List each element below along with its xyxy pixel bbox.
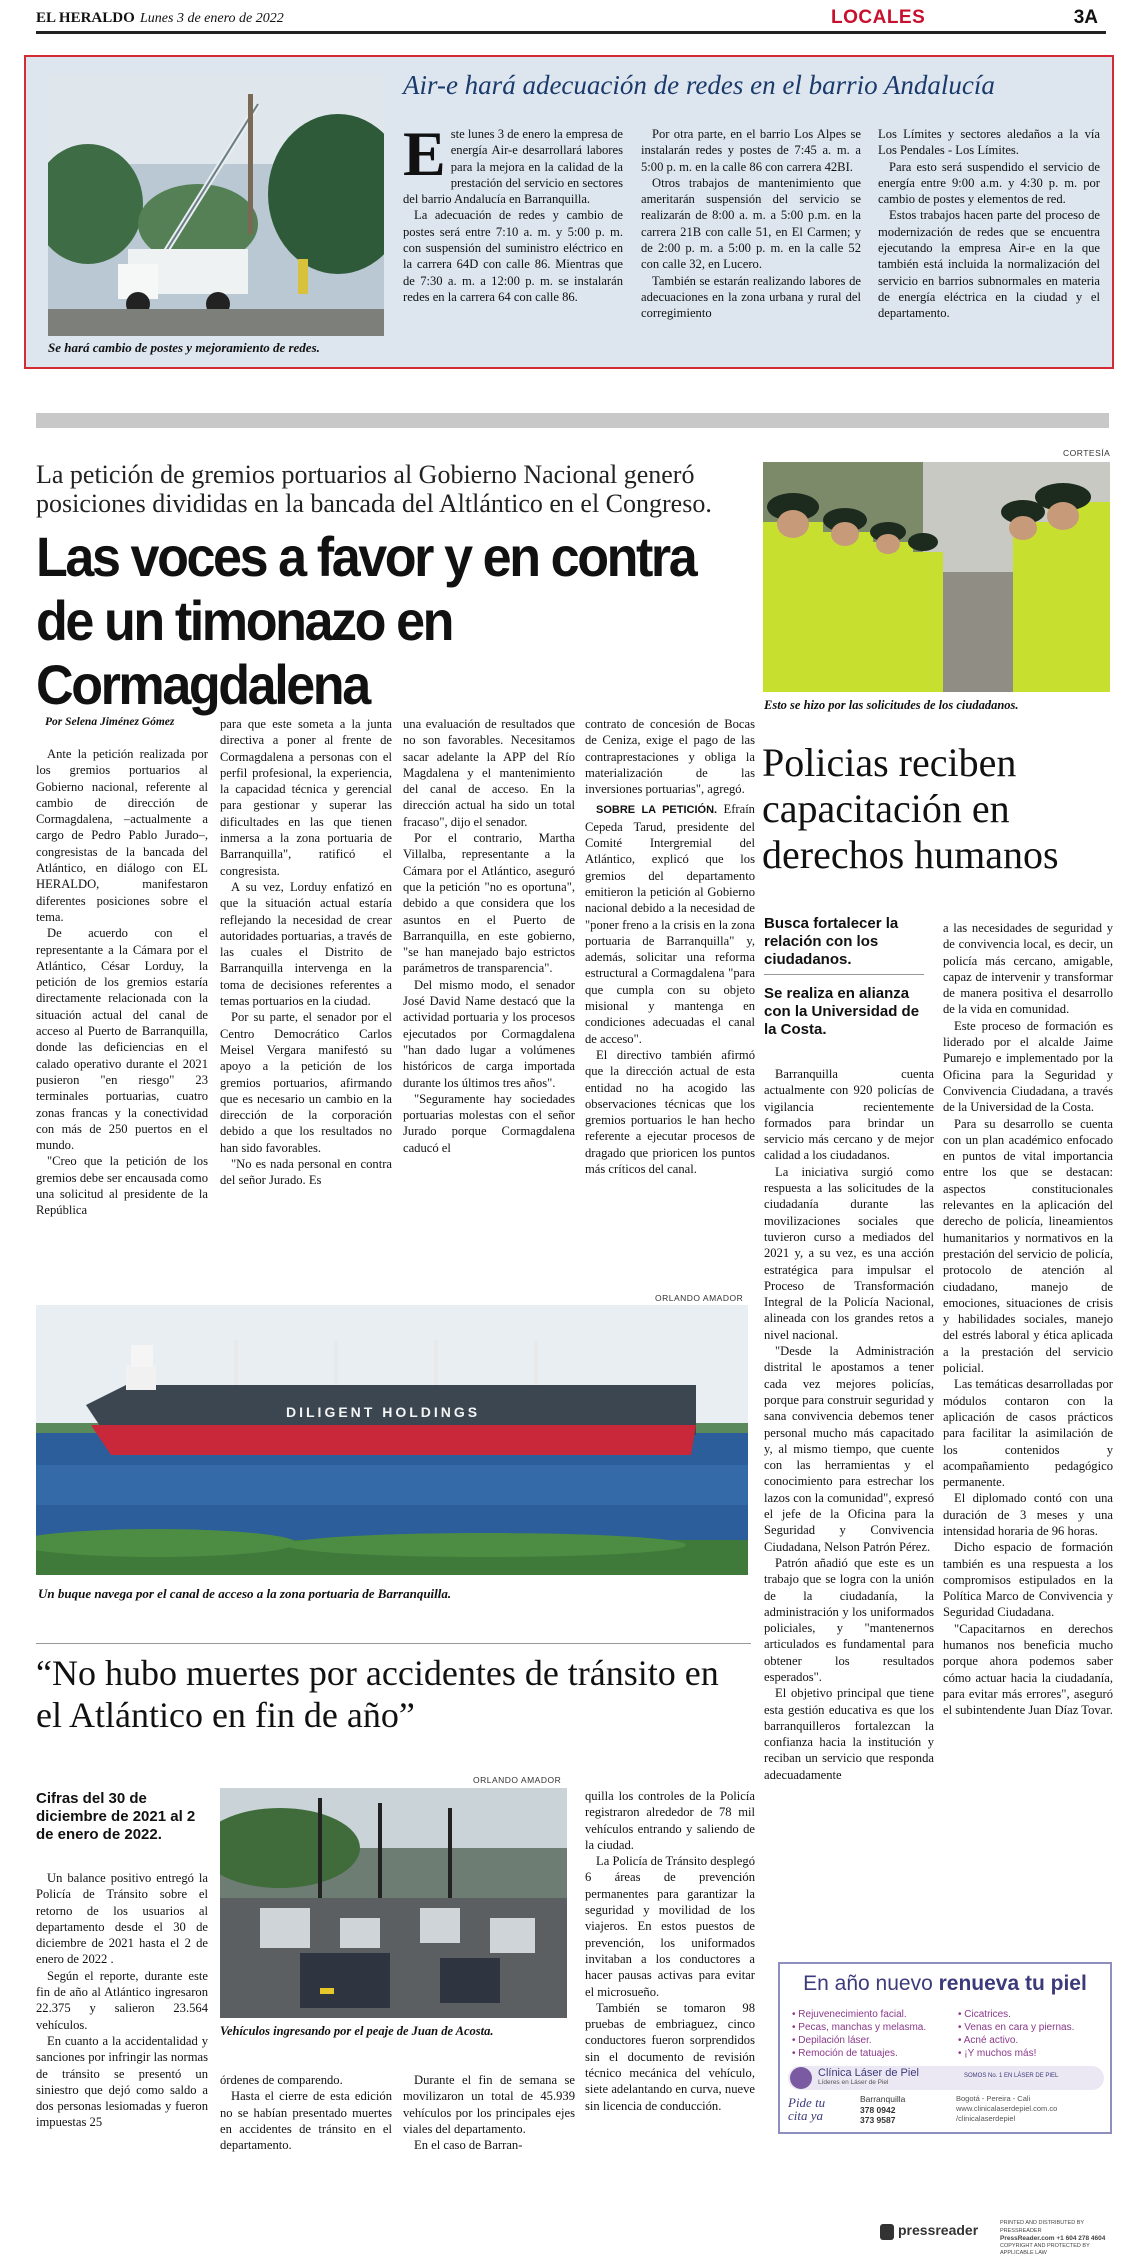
paragraph: Efraín Cepeda Tarud, presidente del Comité Intergremial del Atlántico, explicó que los gremios del departamento emitieron la petición al Gobierno nacional debido a la necesidad de "poner freno a la crisis en la zona portuaria de Barranquilla" y, además, solicitar una reforma estructural a Cormagdalena "para que cumpla con su objeto misional y mantenga en condiciones adecuadas el canal de acceso". xyxy=(585,802,755,1046)
ad-social: /clinicalaserdepiel xyxy=(956,2114,1016,2123)
paragraph: "Creo que la petición de los gremios debe ser encausada como una solicitud al presidente de la República xyxy=(36,1154,208,1218)
police-photo-credit: CORTESÍA xyxy=(1063,448,1111,458)
paragraph: El objetivo principal que tiene esta gestión educativa es que los barranquilleros fortalezcan la confianza hacia la institución y reciban un servicio que responda adecuadamente xyxy=(764,1686,934,1782)
ad-item: • Pecas, manchas y melasma. xyxy=(792,2022,927,2033)
paragraph: Barranquilla cuenta actualmente con 920 policías de vigilancia recientemente formados para brindar un servicio más cercano y de mejor calidad a los ciudadanos. xyxy=(764,1067,934,1163)
air-e-col-2 xyxy=(641,126,861,360)
paragraph: Del mismo modo, el senador José David Name destacó que la actividad portuaria y los procesos ejecutados por Cormagdalena "han dado lugar a volúmenes históricos de carga importada durante los últimos tres años". xyxy=(403,977,575,1090)
laser-ad xyxy=(778,1962,1112,2134)
paragraph: ste lunes 3 de enero la empresa de energía Air-e desarrollará labores para la mejora en la calidad de la prestación del servicio en sectores del barrio Andalucía en Barranquilla. xyxy=(403,127,623,207)
ad-cta-line: cita ya xyxy=(788,2108,824,2123)
paper-name: EL HERALDO xyxy=(36,10,135,26)
paragraph: El directivo también afirmó que la dirección actual de esta entidad no ha acogido las observaciones técnicas que los gremios portuarios le han hecho referente a ejecutar procesos de dragado que prioricen los puntos más críticos del canal. xyxy=(585,1047,755,1177)
paragraph: En cuanto a la accidentalidad y sanciones por infringir las normas de tránsito se presentó un siniestro que dejó como saldo a dos personas lesiomadas y fueron impuestas 25 xyxy=(36,2033,208,2130)
paragraph: La adecuación de redes y cambio de postes será entre 7:10 a. m. y 5:00 p. m. con suspensión del suministro eléctrico en la carrera 64D con calle 86. Mientras que de 7:30 a. m. a 12:00 p. m. se instalarán redes en la carrera 64 con calle 86. xyxy=(403,208,623,304)
police-col-2 xyxy=(943,920,1113,1960)
paragraph: También se estarán realizando labores de adecuaciones en la zona urbana y rural del corregimiento xyxy=(641,273,861,321)
paragraph: una evaluación de resultados que no son favorables. Necesitamos sacar adelante la APP del Río Magdalena y el mantenimiento del canal de acceso. En la dirección actual ha sido un total fracaso", dijo el senador. xyxy=(403,717,575,829)
paragraph: "Seguramente hay sociedades portuarias molestas con el señor Jurado porque Cormagdalena caducó el xyxy=(403,1091,575,1155)
paragraph: Las temáticas desarrolladas por módulos contaron con la aplicación de casos prácticos para facilitar la asimilación de los contenidos y acompañamiento pedagógico permanente. xyxy=(943,1377,1113,1490)
cormag-title: Las voces a favor y en contra de un timonazo en Cormagdalena xyxy=(36,525,696,716)
cormag-col-2 xyxy=(220,716,392,1291)
pressreader-footer xyxy=(880,2218,1112,2256)
legal-line: PressReader.com +1 604 278 4604 xyxy=(1000,2235,1106,2242)
paragraph: El diplomado contó con una duración de 3 meses y una intensidad horaria de 96 horas. xyxy=(943,1491,1113,1538)
paragraph: Dicho espacio de formación también es una respuesta a los compromisos estipulados en la Política Marco de Convivencia y Seguridad Ciudadana. xyxy=(943,1540,1113,1620)
paper-date: Lunes 3 de enero de 2022 xyxy=(140,11,284,26)
cormag-col-3 xyxy=(403,716,575,1291)
paragraph: Por su parte, el senador por el Centro Democrático Carlos Meisel Vergara manifestó su apoyo a la petición de los gremios portuarios, afirmando que es necesario un cambio en la dirección de la corporación debido a que los resultados no han sido favorables. xyxy=(220,1010,392,1155)
ship-photo-credit: ORLANDO AMADOR xyxy=(655,1293,744,1303)
traffic-caption: Vehículos ingresando por el peaje de Juan de Acosta. xyxy=(220,2024,494,2038)
paragraph: órdenes de comparendo. xyxy=(220,2073,343,2087)
transit-col-3 xyxy=(403,2072,575,2190)
ad-brand-bar xyxy=(788,2066,1104,2090)
ad-item: • ¡Y muchos más! xyxy=(958,2048,1037,2059)
paragraph: La iniciativa surgió como respuesta a las solicitudes de la ciudadanía durante las movilizaciones sociales que tuvieron curso a mediados del 2021 y, a su vez, es una acción estratégica para impulsar el Proceso de Transformación Integral de la Policía Nacional, alineada con los grandes retos a nivel nacional. xyxy=(764,1164,934,1342)
paragraph: Según el reporte, durante este fin de año al Atlántico ingresaron 22.375 y salieron 23.564 vehículos. xyxy=(36,1968,208,2032)
paragraph: a las necesidades de seguridad y de convivencia local, es decir, un policía más cercano, amigable, capaz de intervenir y transformar de manera positiva el desarrollo de la vida en comunidad. xyxy=(943,921,1113,1017)
paragraph: Hasta el cierre de esta edición no se habían presentado muertes en accidentes de tránsito en el departamento. xyxy=(220,2089,392,2153)
paragraph: Otros trabajos de mantenimiento que ameritarán suspensión del servicio se realizarán de 8:00 a. m. a 5:00 p.m. en la carrera 21B con calle 51, en El Carmen; y de 2:00 p. m. a 5:00 p. m. en la calle 52 con calle 32, en Lucero. xyxy=(641,175,861,272)
paragraph: Durante el fin de semana se movilizaron un total de 45.939 vehículos por los principales ejes viales del departamento. xyxy=(403,2073,575,2136)
paragraph: También se tomaron 98 pruebas de embriaguez, cinco conductores fueron sorprendidos sin el documento de revisión técnico mecánica del vehículo, siete adelantando en curva, nueve sin licencia de conducción. xyxy=(585,2000,755,2113)
page-header xyxy=(36,6,1106,34)
paragraph: A su vez, Lorduy enfatizó en que la situación actual estaría reflejando la necesidad de crear autoridades portuarias, a través de las cuales el Distrito de Barranquilla intervenga en la toma de decisiones referentes a temas portuarios en la ciudad. xyxy=(220,879,392,1009)
transit-col-1 xyxy=(36,1870,208,2190)
transit-title-rule xyxy=(36,1643,751,1644)
transit-title: “No hubo muertes por accidentes de tránsito en el Atlántico en fin de año” xyxy=(36,1653,719,1735)
ad-headline-a: En año nuevo xyxy=(803,1972,939,1995)
paragraph: En el caso de Barran- xyxy=(414,2138,523,2153)
ad-logo-icon xyxy=(790,2067,812,2089)
air-e-dropcap: E xyxy=(403,126,446,189)
section-name: LOCALES xyxy=(831,7,926,28)
page-number: 3A xyxy=(1073,7,1098,28)
transit-col-4 xyxy=(585,1788,755,2208)
ad-list-left xyxy=(792,2008,962,2060)
ad-item: • Cicatrices. xyxy=(958,2009,1011,2020)
legal-line: COPYRIGHT AND PROTECTED BY APPLICABLE LAW xyxy=(1000,2242,1090,2256)
ad-item: • Rejuvenecimiento facial. xyxy=(792,2009,907,2020)
air-e-caption: Se hará cambio de postes y mejoramiento de redes. xyxy=(48,340,320,355)
paragraph: "Capacitarnos en derechos humanos nos beneficia mucho porque ahora podemos saber cómo actuar hacia la ciudadanía, para evitar más errores", aseguró el subintendente Juan Díaz Tovar. xyxy=(943,1621,1113,1718)
transit-col-2 xyxy=(220,2072,392,2190)
cormag-byline: Por Selena Jiménez Gómez xyxy=(45,716,175,728)
ad-city: Barranquilla xyxy=(860,2094,906,2104)
pressreader-legal xyxy=(1000,2220,1112,2258)
ad-brand-name: Clínica Láser de Piel xyxy=(818,2067,919,2079)
paragraph: Para esto será suspendido el servicio de energía entre 9:00 a.m. y 4:30 p. m. por cambio de postes y elementos de red. xyxy=(878,159,1100,207)
police-subhead-2: Se realiza en alianza con la Universidad de la Costa. xyxy=(764,985,920,1038)
ship-caption: Un buque navega por el canal de acceso a la zona portuaria de Barranquilla. xyxy=(38,1586,452,1601)
ad-cta-line: Pide tu xyxy=(788,2095,826,2110)
ad-headline-b: renueva tu piel xyxy=(938,1972,1087,1995)
traffic-photo xyxy=(220,1788,567,2018)
paragraph: "No es nada personal en contra del señor Jurado. Es xyxy=(220,1157,392,1188)
paragraph: Los Límites y sectores aledaños a la vía Los Pendales - Los Límites. xyxy=(878,127,1100,158)
paragraph: La Policía de Tránsito desplegó 6 áreas de prevención permanentes para garantizar la seguridad y movilidad de los viajeros. En estos puestos de prevención, los uniformados invitaban a los conductores a hacer pausas activas para evitar el microsueño. xyxy=(585,1854,755,1999)
paragraph: quilla los controles de la Policía registraron alrededor de 78 mil vehículos entrando y saliendo de la ciudad. xyxy=(585,1789,755,1852)
air-e-photo xyxy=(48,74,384,336)
ad-phone: 378 0942 xyxy=(860,2104,896,2115)
police-photo xyxy=(763,462,1110,692)
ad-web: www.clinicalaserdepiel.com.co xyxy=(956,2104,1058,2113)
ad-cta xyxy=(788,2096,825,2122)
paragraph: "Desde la Administración distrital le apostamos a tener cada vez mejores policías, porque para construir seguridad y sana convivencia debemos tener personal mucho más capacitado y, al mismo tiempo, que cuente con las herramientas y el conocimiento para estrechar los lazos con la comunidad", expresó el jefe de la Oficina para la Seguridad y Convivencia Ciudadana, Nelson Patrón Pérez. xyxy=(764,1344,934,1554)
ship-photo xyxy=(36,1305,748,1575)
paragraph: Un balance positivo entregó la Policía de Tránsito sobre el retorno de los usuarios al departamento desde el 30 de diciembre de 2021 hasta el 2 de enero de 2022 . xyxy=(36,1871,208,1967)
ad-brand-sub: Líderes en Láser de Piel xyxy=(818,2079,889,2086)
paragraph: Por otra parte, en el barrio Los Alpes se instalarán redes y postes de 7:45 a. m. a 5:00 p. m. en la calle 86 con carrera 42BI. xyxy=(641,127,861,174)
paragraph: para que este someta a la junta directiva a poner al frente de Cormagdalena a personas con el perfil profesional, la experiencia, la capacidad técnica y gerencial para gestionar y superar las dificultades en las que tienen inmersa a la zona portuaria de Barranquilla", ratificó el congresista. xyxy=(220,717,392,878)
section-divider xyxy=(36,413,1109,428)
air-e-col-1 xyxy=(403,126,623,360)
legal-line: PRINTED AND DISTRIBUTED BY PRESSREADER xyxy=(1000,2220,1084,2234)
police-col-1 xyxy=(764,1066,934,1990)
ad-item: • Acné activo. xyxy=(958,2035,1019,2046)
air-e-col-3 xyxy=(878,126,1100,360)
paragraph: Estos trabajos hacen parte del proceso de modernización de redes que se encuentra ejecutando la empresa Air-e en la que también está incluida la normalización del servicio en barrios subnormales en materia de energía eléctrica en la ciudad y el departamento. xyxy=(878,208,1100,321)
ad-cities: Bogotá - Pereira - Cali xyxy=(956,2094,1031,2103)
section-lead: SOBRE LA PETICIÓN. xyxy=(596,804,718,817)
paragraph: Por el contrario, Martha Villalba, representante a la Cámara por el Atlántico, aseguró que la petición "no es oportuna", debido a que considera que los asuntos en el Puerto de Barranquilla, en este gobierno, "se han manejado bajo estrictos parámetros de transparencia". xyxy=(403,831,575,976)
ad-phone: 373 9587 xyxy=(860,2115,896,2125)
paragraph: contrato de concesión de Bocas de Ceniza, exige el pago de las contraprestaciones y obliga la materialización de las inversiones portuarias", agregó. xyxy=(585,717,755,797)
ad-headline xyxy=(780,1972,1110,1996)
ad-item: • Venas en cara y piernas. xyxy=(958,2022,1075,2033)
police-subhead-1: Busca fortalecer la relación con los ciudadanos. xyxy=(764,915,899,968)
paragraph: Patrón añadió que este es un trabajo que se logra con la unión de la ciudadanía, la administración y los uniformados policiales, y "mantenernos articulados es fundamental para obtener los resultados esperados". xyxy=(764,1555,934,1684)
ad-badge: SOMOS No. 1 EN LÁSER DE PIEL xyxy=(964,2073,1059,2079)
cormag-col-1 xyxy=(36,746,208,1291)
air-e-title: Air-e hará adecuación de redes en el barrio Andalucía xyxy=(403,70,995,100)
ad-contact-barranquilla xyxy=(860,2094,905,2126)
police-subhead-rule xyxy=(764,974,924,975)
paragraph: De acuerdo con el representante a la Cámara por el Atlántico, César Lorduy, la petición de los gremios estaría directamente relacionada con la situación actual del canal de acceso al Puerto de Barranquilla, donde las deficiencias en el calado operativo durante el 2021 pusieron "en riesgo" 23 terminales portuarias, cuatro zonas francas y la conectividad con más de 250 puertos en el mundo. xyxy=(36,926,208,1153)
ship-name-text: DILIGENT HOLDINGS xyxy=(286,1404,481,1420)
cormag-kicker: La petición de gremios portuarios al Gobierno Nacional generó posiciones divididas en la bancada del Altlántico en el Congreso. xyxy=(36,460,712,518)
traffic-photo-credit: ORLANDO AMADOR xyxy=(473,1775,562,1785)
ad-item: • Remoción de tatuajes. xyxy=(792,2048,898,2059)
paragraph: Este proceso de formación es liderado por el alcalde Jaime Pumarejo e implementado por la Oficina para la Seguridad y Convivencia Ciudadana, a través de la Universidad de la Costa. xyxy=(943,1018,1113,1115)
pressreader-brand: pressreader xyxy=(898,2222,979,2238)
ad-item: • Depilación láser. xyxy=(792,2035,872,2046)
ad-contact-other xyxy=(956,2094,1057,2124)
paragraph: Ante la petición realizada por los gremios portuarios al Gobierno nacional, referente al cambio de dirección de Cormagdalena, –actualmente a cargo de Pedro Pablo Jurado–, congresistas de la bancada del Atlántico, en diálogo con EL HERALDO, manifestaron diferentes posiciones sobre el tema. xyxy=(36,747,208,924)
police-title: Policias reciben capacitación en derechos humanos xyxy=(762,740,1059,877)
transit-subhead: Cifras del 30 de diciembre de 2021 al 2 de enero de 2022. xyxy=(36,1790,196,1843)
police-caption: Esto se hizo por las solicitudes de los ciudadanos. xyxy=(764,698,1019,712)
ad-list-right xyxy=(958,2008,1108,2060)
cormag-col-4 xyxy=(585,716,755,1291)
pressreader-logo-icon xyxy=(880,2224,894,2240)
paragraph: Para su desarrollo se cuenta con un plan académico enfocado en puntos de vital importancia entre los que se destacan: aspectos constitucionales relevantes en la aplicación del derecho de policía, lineamientos humanitarios y normativos en la prestación del servicio de policía, protocolo de atención al ciudadano, manejo de emociones, situaciones de crisis y habilidades sociales, manejo del estrés laboral y ética aplicada a la prestación del servicio policial. xyxy=(943,1116,1113,1376)
